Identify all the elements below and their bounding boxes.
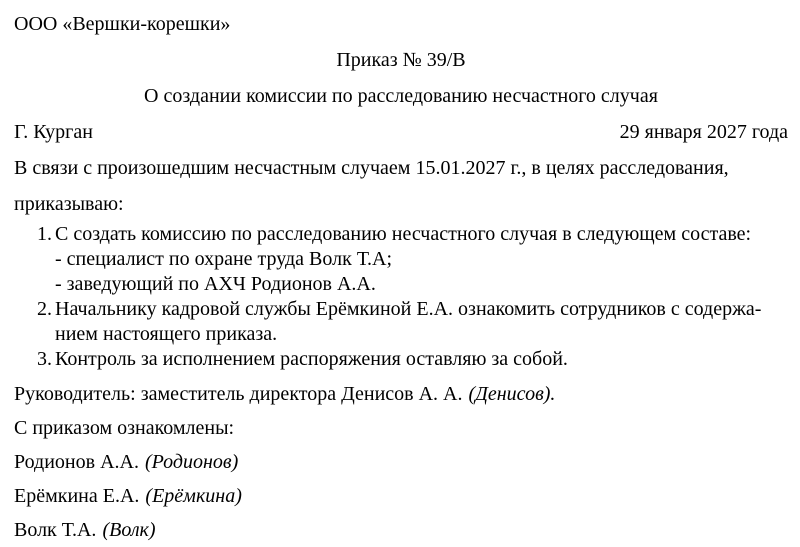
ack-name: Родионов А.А. <box>14 451 139 473</box>
order-item-1 <box>14 222 788 247</box>
ack-name: Волк Т.А. <box>14 519 97 541</box>
item-number: 1. <box>37 223 52 245</box>
company-name: ООО «Вершки-корешки» <box>14 13 231 35</box>
ack-row-volk <box>14 518 788 542</box>
ack-signature: (Волк) <box>102 519 156 541</box>
item-line: С создать комиссию по расследованию несчастного случая в следующем составе: <box>55 223 752 245</box>
date-label: 29 января 2027 года <box>619 121 788 143</box>
city-label: Г. Курган <box>14 121 93 143</box>
order-item-2 <box>14 297 788 322</box>
order-subject: О создании комиссии по расследованию несчастного случая <box>144 85 658 107</box>
order-verb: приказываю: <box>14 193 124 215</box>
intro-paragraph: В связи с произошедшим несчастным случаем 15.01.2027 г., в целях расследования, <box>14 157 729 179</box>
order-item-3 <box>14 347 788 372</box>
item-number: 3. <box>37 348 52 370</box>
ack-row-eremkina <box>14 484 788 508</box>
order-items-list <box>14 222 788 372</box>
director-title-name: Руководитель: заместитель директора Денисов А. А. <box>14 383 463 405</box>
director-signature: (Денисов). <box>468 383 556 405</box>
ack-signature: (Ерёмкина) <box>145 485 242 507</box>
director-signature-line <box>14 382 788 406</box>
item-subline-member-1: - специалист по охране труда Волк Т.А; <box>55 248 393 270</box>
item-continuation-line: нием настоящего приказа. <box>55 323 278 345</box>
ack-row-rodionov <box>14 450 788 474</box>
item-subline-member-2: - заведующий по АХЧ Родионов А.А. <box>55 273 376 295</box>
item-number: 2. <box>37 298 52 320</box>
ack-signature: (Родионов) <box>144 451 239 473</box>
ack-name: Ерёмкина Е.А. <box>14 485 140 507</box>
item-line: Контроль за исполнением распоряжения оставляю за собой. <box>55 348 568 370</box>
acknowledged-heading: С приказом ознакомлены: <box>14 417 235 439</box>
order-title: Приказ № 39/В <box>336 49 466 71</box>
city-date-row <box>14 120 788 144</box>
item-line: Начальнику кадровой службы Ерёмкиной Е.А. ознакомить сотрудников с содержа- <box>55 298 762 320</box>
